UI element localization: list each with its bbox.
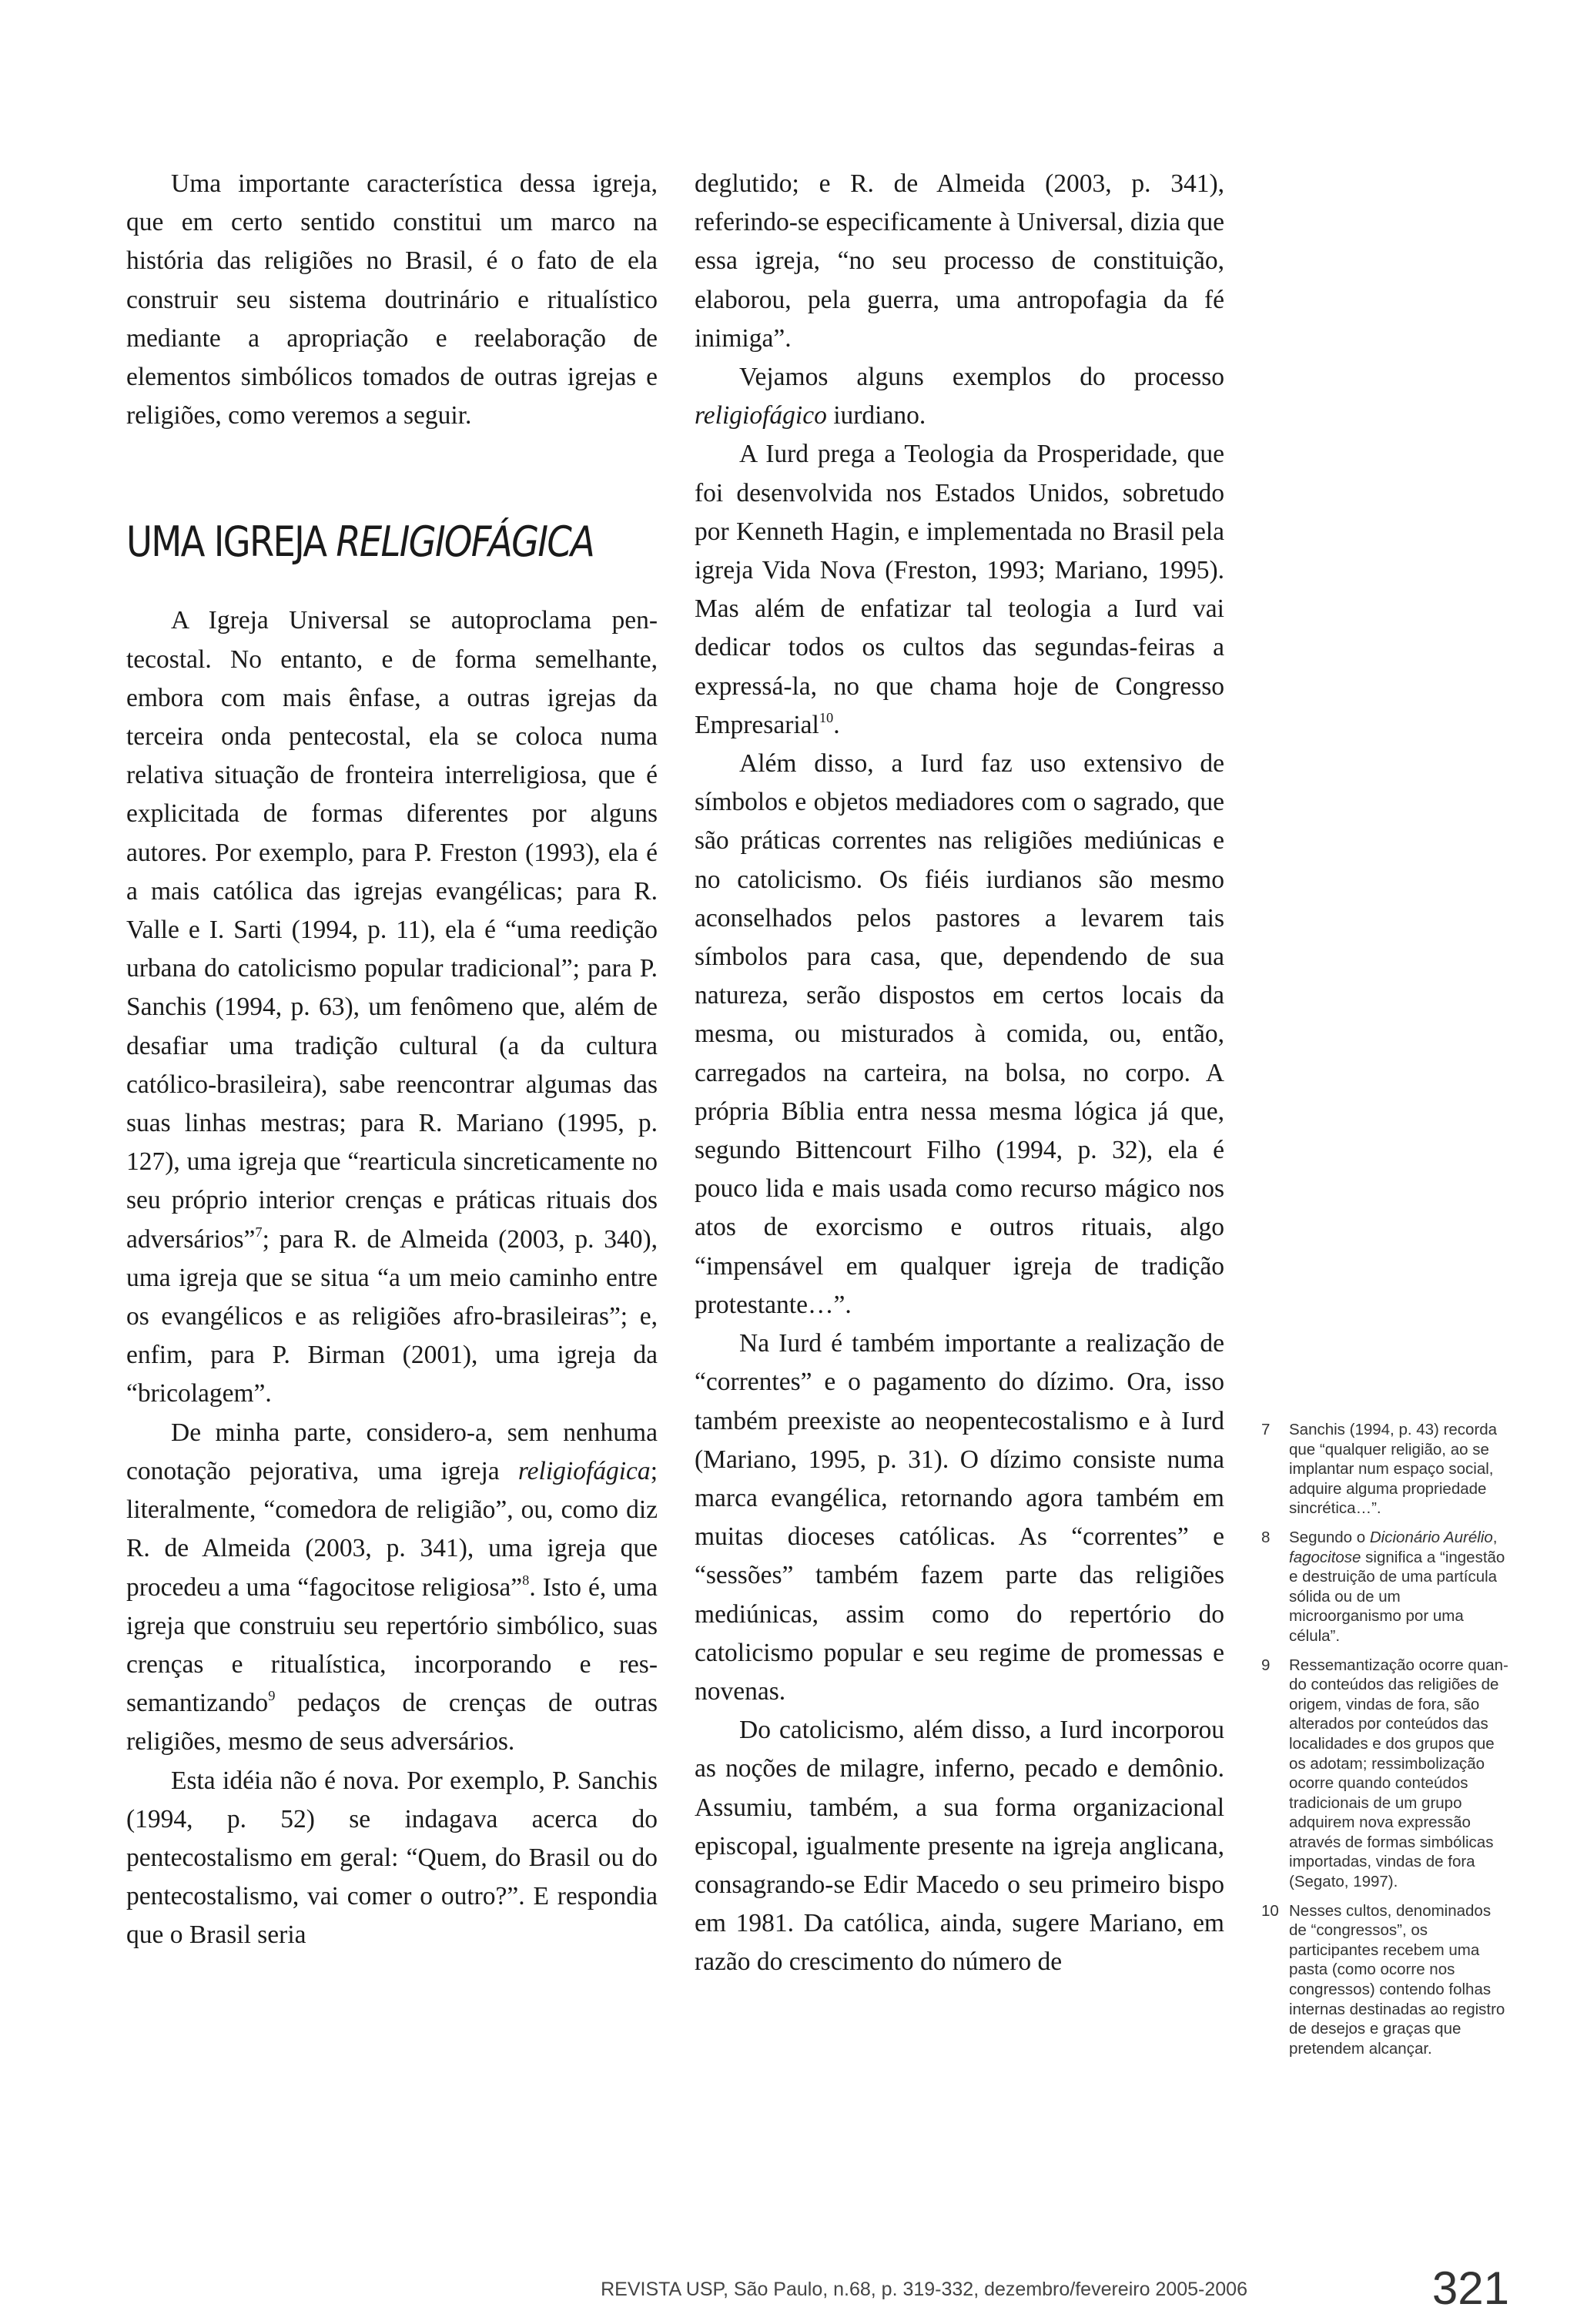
text-run: ; para R. de Almeida (2003, p. 340), uma igreja que se situa “a um meio caminho entre os evangélicos e as religiões afro-brasileiras”; e, enfim, para P. Birman (2001), uma igreja da “bricolagem”. [126,1224,658,1408]
paragraph: Do catolicismo, além disso, a Iurd incorporou as noções de milagre, inferno, pecado e demônio. Assumiu, também, a sua forma organizacional episcopal, igualmente presente na igreja anglicana, consagrando-se Edir Macedo o seu primeiro bispo em 1981. Da católica, ainda, sugere Mariano, em razão do crescimento do número de [695,1716,1224,1977]
text-run: A Igreja Universal se autoproclama pentecostal. No entanto, e de forma semelhante, embora com mais ênfase, a outras igrejas da terceira onda pentecostal, ela se coloca numa relativa situação de fronteira interreligiosa, que é explicitada de formas diferentes por alguns autores. Por exemplo, para P. Freston (1993), ela é a mais católica das igrejas evangélicas; para R. Valle e I. Sarti (1994, p. 11), ela é “uma reedição urbana do catolicismo popular tradicional”; para P. Sanchis (1994, p. 63), um fenômeno que, além de desafiar uma tradição cultural (a da cultura católico-brasileira), sabe reencontrar algumas das suas linhas mestras; para R. Mariano (1995, p. 127), uma igreja que “rearticula sincreticamente no seu próprio interior crenças e práticas rituais dos adversários” [126,606,658,1254]
footnote-text: Nesses cultos, denominados de “congressos”, os participantes recebem uma pasta (como ocorre nos congressos) contendo folhas internas destinadas ao registro de desejos e graças que pretendem alcançar. [1289,1901,1505,2058]
text-run: Segundo o [1289,1528,1370,1546]
footnote-text [1289,1528,1509,1646]
text-run: . Isto é, uma igreja que construiu seu repertório simbólico, suas crenças e ritualística, incorporando e ressemantizando [126,1572,658,1718]
paragraph [126,601,658,1413]
footnote-text: Ressemantização ocorre quando conteúdos das religiões de origem, vindas de fora, são alterados por conteúdos das localidades e dos grupos que os adotam; ressimbolização ocorre quando conteúdos tradicionais de um grupo adquirem nova expressão através de formas simbólicas importadas, vindas de fora (Segato, 1997). [1289,1656,1508,1891]
footnote-number: 10 [1261,1901,1279,1920]
section-heading-italic: RELIGIOFÁGICA [336,517,594,567]
footnote-number: 8 [1261,1528,1271,1546]
footnote-ref: 8 [522,1572,530,1588]
italic-term: fagocitose [1289,1548,1361,1566]
text-run: De minha parte, considero-a, sem nenhuma conotação pejorativa, uma igreja [126,1418,658,1485]
text-run: A Iurd prega a Teologia da Prosperidade, que foi desenvolvida nos Estados Unidos, sobretudo por Kenneth Hagin, e implementada no Brasil pela igreja Vida Nova (Freston, 1993; Mariano, 1995). Mas além de enfatizar tal teologia a Iurd vai dedicar todos os cultos das segundas-feiras a expressá-la, no que chama hoje de Congresso Empresarial [695,440,1224,739]
footnote-number: 7 [1261,1421,1271,1438]
italic-term: religiofágico [695,401,827,430]
paragraph: Uma importante característica dessa igreja, que em certo sentido constitui um marco na história das religiões no Brasil, é o fato de ela construir seu sistema doutrinário e ritualístico mediante a apropriação e reelaboração de elementos simbólicos tomados de outras igrejas e religiões, como veremos a seguir. [126,169,658,430]
footnote [1261,1528,1509,1646]
text-run: ; literalmente, “comedora de religião”, ou, como diz R. de Almeida (2003, p. 341), uma igreja que procedeu a uma “fagocitose religiosa” [126,1456,658,1602]
text-run: iurdiano. [826,401,926,430]
paragraph: Além disso, a Iurd faz uso extensivo de símbolos e objetos mediadores com o sagrado, que são práticas correntes nas religiões mediúnicas e no catolicismo. Os fiéis iurdianos são mesmo aconselhados pelos pastores a levarem tais símbolos para casa, que, dependendo de sua natureza, serão dispostos em certos locais da mesma, ou misturados à comida, ou, então, carregados na carteira, na bolsa, no corpo. A própria Bíblia entra nessa mesma lógica já que, segundo Bittencourt Filho (1994, p. 32), ela é pouco lida e mais usada como recurso mágico nos atos de exorcismo e outros rituais, algo “impensável em qualquer igreja de tradição protestante…”. [695,749,1224,1319]
text-run: significa a “ingestão e destruição de uma partícula sólida ou de um microorganismo por uma célula”. [1289,1548,1505,1645]
footnote [1261,1420,1509,1519]
text-run: . [833,710,840,739]
paragraph: deglutido; e R. de Almeida (2003, p. 341), referindo-se especificamente à Universal, dizia que essa igreja, “no seu processo de constituição, elaborou, pela guerra, uma antropofagia da fé inimiga”. [695,169,1224,353]
footnote-ref: 7 [255,1224,263,1240]
text-run: pedaços de crenças de outras religiões, mesmo de seus adversários. [126,1689,658,1756]
footnote-ref: 10 [819,710,834,726]
page-footer [539,2256,1509,2318]
left-column [126,165,658,1955]
text-run: , [1492,1528,1498,1546]
section-heading [126,515,594,569]
paragraph: Esta idéia não é nova. Por exemplo, P. Sanchis (1994, p. 52) se indagava acerca do pentecostalismo em geral: “Quem, do Brasil ou do pentecostalismo, vai comer o outro?”. E respondia que o Brasil seria [126,1766,658,1950]
footnotes [1261,1420,1509,2068]
journal-citation: REVISTA USP, São Paulo, n.68, p. 319-332, dezembro/fevereiro 2005-2006 [601,2279,1247,2300]
right-column [695,165,1224,1982]
footnote-ref: 9 [268,1688,276,1704]
page-number: 321 [1431,2262,1509,2314]
paragraph: Na Iurd é também importante a realização de “correntes” e o pagamento do dízimo. Ora, isso também preexiste ao neopentecostalismo e à Iurd (Mariano, 1995, p. 31). O dízimo consiste numa marca evangélica, retornando agora também em muitas dioceses católicas. As “correntes” e “sessões” também fazem parte das religiões mediúnicas, assim como do repertório do catolicismo popular e seu regime de promessas e novenas. [695,1329,1224,1706]
paragraph [126,1414,658,1762]
footnote-text: Sanchis (1994, p. 43) recorda que “qualquer religião, ao se implantar num espaço social, adquire alguma propriedade sincrética…”. [1289,1421,1498,1518]
italic-term: Dicionário Aurélio [1369,1528,1493,1546]
footnote [1261,1656,1509,1892]
paragraph [695,435,1224,745]
footnote-number: 9 [1261,1656,1271,1674]
text-run: Vejamos alguns exemplos do processo [739,363,1224,392]
section-heading-part: UMA IGREJA [126,517,336,567]
footnote [1261,1901,1509,2059]
paragraph [695,358,1224,435]
italic-term: religiofágica [517,1456,651,1485]
